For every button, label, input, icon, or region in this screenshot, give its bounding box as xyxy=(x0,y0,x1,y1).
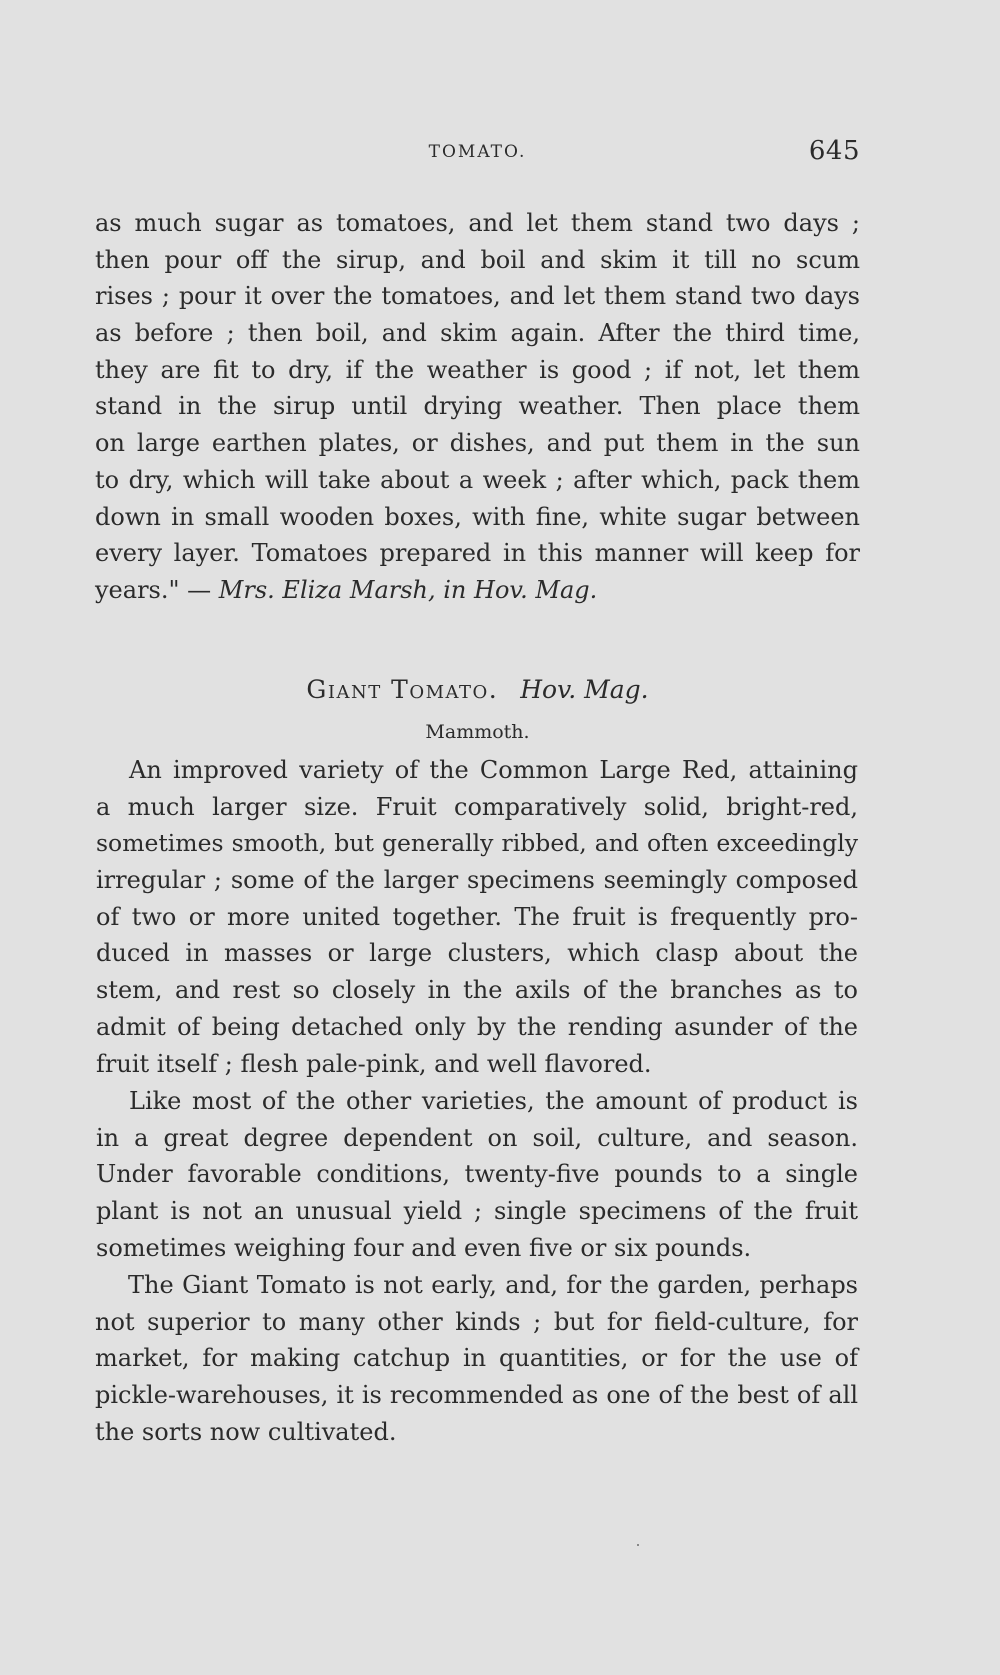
text-line: then pour off the sirup, and boil and skim it till no scum xyxy=(95,245,860,274)
text-line: admit of being detached only by the rending asunder of the xyxy=(96,1012,858,1041)
attribution-line xyxy=(95,572,860,609)
text-line: plant is not an unusual yield ; single specimens of the fruit xyxy=(96,1197,858,1226)
section-heading xyxy=(95,670,860,710)
text-line: The Giant Tomato is not early, and, for the garden, perhaps xyxy=(128,1271,858,1299)
variety-name: Giant Tomato. xyxy=(306,675,499,704)
text-line: of two or more united together. The fruit is frequently pro- xyxy=(96,902,858,931)
text-line: they are fit to dry, if the weather is good ; if not, let them xyxy=(95,355,860,384)
text-line: on large earthen plates, or dishes, and put them in the sun xyxy=(95,429,860,458)
paragraph-description xyxy=(96,752,858,1082)
text-line: sometimes weighing four and even five or six pounds. xyxy=(96,1233,752,1262)
running-head xyxy=(95,136,860,168)
text-line: duced in masses or large clusters, which clasp about the xyxy=(96,939,858,968)
text-line: every layer. Tomatoes prepared in this manner will keep for xyxy=(95,539,860,568)
text-line: as before ; then boil, and skim again. After the third time, xyxy=(95,319,860,348)
paragraph-recommendation xyxy=(95,1267,858,1450)
quote-close: years." — xyxy=(95,575,219,604)
text-line: market, for making catchup in quantities, or for the use of xyxy=(95,1344,858,1373)
text-line: rises ; pour it over the tomatoes, and let them stand two days xyxy=(95,282,860,311)
text-line: An improved variety of the Common Large Red, attaining xyxy=(129,756,858,784)
variety-synonym: Mammoth. xyxy=(425,721,530,743)
text-line: a much larger size. Fruit comparatively solid, bright-red, xyxy=(96,792,858,821)
paper-speck xyxy=(637,1544,639,1546)
text-line: Like most of the other varieties, the amount of product is xyxy=(129,1087,858,1115)
attribution: Mrs. Eliza Marsh, in Hov. Mag. xyxy=(218,575,598,604)
text-line: to dry, which will take about a week ; after which, pack them xyxy=(95,465,860,494)
text-line: fruit itself ; flesh pale-pink, and well flavored. xyxy=(96,1049,652,1078)
text-line: Under favorable conditions, twenty-five pounds to a single xyxy=(96,1160,858,1189)
text-line: the sorts now cultivated. xyxy=(95,1417,397,1446)
running-title: TOMATO. xyxy=(428,142,527,162)
text-line: irregular ; some of the larger specimens seemingly composed xyxy=(96,866,858,895)
variety-source: Hov. Mag. xyxy=(520,675,649,704)
text-line: down in small wooden boxes, with fine, white sugar between xyxy=(95,502,860,531)
text-line: in a great degree dependent on soil, culture, and season. xyxy=(96,1123,858,1152)
page-number: 645 xyxy=(808,136,860,166)
text-line: stand in the sirup until drying weather. Then place them xyxy=(95,392,860,421)
text-line: as much sugar as tomatoes, and let them stand two days ; xyxy=(95,209,860,237)
recipe-continuation xyxy=(95,205,860,609)
text-line: not superior to many other kinds ; but for field-culture, for xyxy=(95,1307,858,1336)
text-line: pickle-warehouses, it is recommended as one of the best of all xyxy=(95,1381,858,1410)
text-line: sometimes smooth, but generally ribbed, and often exceedingly xyxy=(96,829,858,858)
paragraph-yield xyxy=(96,1083,858,1266)
text-line: stem, and rest so closely in the axils of the branches as to xyxy=(96,976,858,1005)
